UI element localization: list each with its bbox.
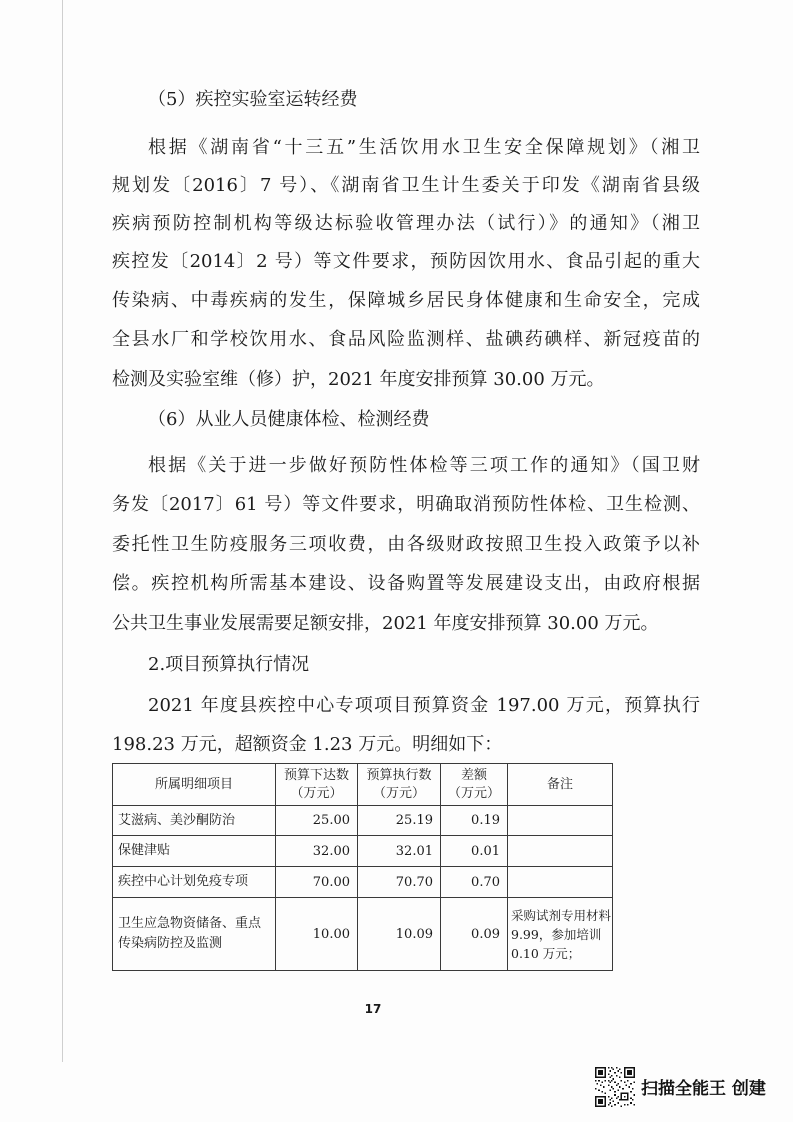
- paragraph-line: 根据《关于进一步做好预防性体检等三项工作的通知》（国卫财: [148, 455, 700, 476]
- scanner-badge-text: 扫描全能王 创建: [641, 1079, 766, 1099]
- paragraph-line: 委托性卫生防疫服务三项收费，由各级财政按照卫生投入政策予以补: [112, 534, 700, 555]
- cell-remarks: [508, 806, 613, 836]
- paragraph-line: 规划发〔2016〕7 号）、《湖南省卫生计生委关于印发《湖南省县级: [112, 175, 700, 196]
- header-difference: 差额 （万元）: [441, 764, 508, 806]
- paragraph-line: 全县水厂和学校饮用水、食品风险监测样、盐碘药碘样、新冠疫苗的: [112, 329, 700, 350]
- cell-item: 卫生应急物资储备、重点 传染病防控及监测: [113, 898, 276, 971]
- table-row: [113, 806, 613, 836]
- cell-item: 艾滋病、美沙酮防治: [113, 806, 276, 836]
- cell-budget: 70.00: [276, 867, 358, 898]
- header-budget: 预算下达数 （万元）: [276, 764, 358, 806]
- cell-remarks: [508, 867, 613, 898]
- table-header-row: [113, 764, 613, 806]
- cell-executed: 25.19: [358, 806, 441, 836]
- section-5-heading: （5）疾控实验室运转经费: [148, 89, 358, 110]
- qr-code-icon: [595, 1067, 635, 1107]
- cell-budget: 25.00: [276, 806, 358, 836]
- section-6-heading: （6）从业人员健康体检、检测经费: [148, 409, 430, 430]
- cell-item: 疾控中心计划免疫专项: [113, 867, 276, 898]
- page-number: 17: [364, 1002, 382, 1016]
- cell-executed: 70.70: [358, 867, 441, 898]
- paragraph-line: 疾病预防控制机构等级达标验收管理办法（试行）》的通知》（湘卫: [112, 213, 700, 234]
- cell-remarks: 采购试剂专用材料 9.99，参加培训 0.10 万元；: [508, 898, 613, 971]
- paragraph-line: 务发〔2017〕61 号）等文件要求，明确取消预防性体检、卫生检测、: [112, 494, 700, 515]
- header-executed: 预算执行数 （万元）: [358, 764, 441, 806]
- table-row: [113, 836, 613, 867]
- budget-detail-table: [112, 763, 613, 971]
- paragraph-line: 公共卫生事业发展需要足额安排，2021 年度安排预算 30.00 万元。: [112, 613, 659, 634]
- paragraph-line: 传染病、中毒疾病的发生，保障城乡居民身体健康和生命安全，完成: [112, 290, 700, 311]
- paragraph-line: 根据《湖南省“十三五”生活饮用水卫生安全保障规划》（湘卫: [148, 137, 700, 158]
- cell-budget: 10.00: [276, 898, 358, 971]
- cell-executed: 10.09: [358, 898, 441, 971]
- header-item: 所属明细项目: [113, 764, 276, 806]
- cell-remarks: [508, 836, 613, 867]
- cell-difference: 0.01: [441, 836, 508, 867]
- cell-difference: 0.19: [441, 806, 508, 836]
- header-remarks: 备注: [508, 764, 613, 806]
- paragraph-line: 疾控发〔2014〕2 号）等文件要求，预防因饮用水、食品引起的重大: [112, 251, 700, 272]
- table-row: [113, 867, 613, 898]
- execution-heading: 2.项目预算执行情况: [148, 654, 310, 675]
- cell-difference: 0.70: [441, 867, 508, 898]
- table-row: [113, 898, 613, 971]
- paragraph-line: 2021 年度县疾控中心专项项目预算资金 197.00 万元，预算执行: [148, 695, 700, 716]
- cell-item: 保健津贴: [113, 836, 276, 867]
- paragraph-line: 检测及实验室维（修）护，2021 年度安排预算 30.00 万元。: [112, 369, 605, 390]
- scan-edge-line: [62, 0, 63, 1062]
- cell-executed: 32.01: [358, 836, 441, 867]
- cell-difference: 0.09: [441, 898, 508, 971]
- paragraph-line: 偿。疾控机构所需基本建设、设备购置等发展建设支出，由政府根据: [112, 573, 700, 594]
- cell-budget: 32.00: [276, 836, 358, 867]
- paragraph-line: 198.23 万元，超额资金 1.23 万元。明细如下：: [112, 734, 503, 755]
